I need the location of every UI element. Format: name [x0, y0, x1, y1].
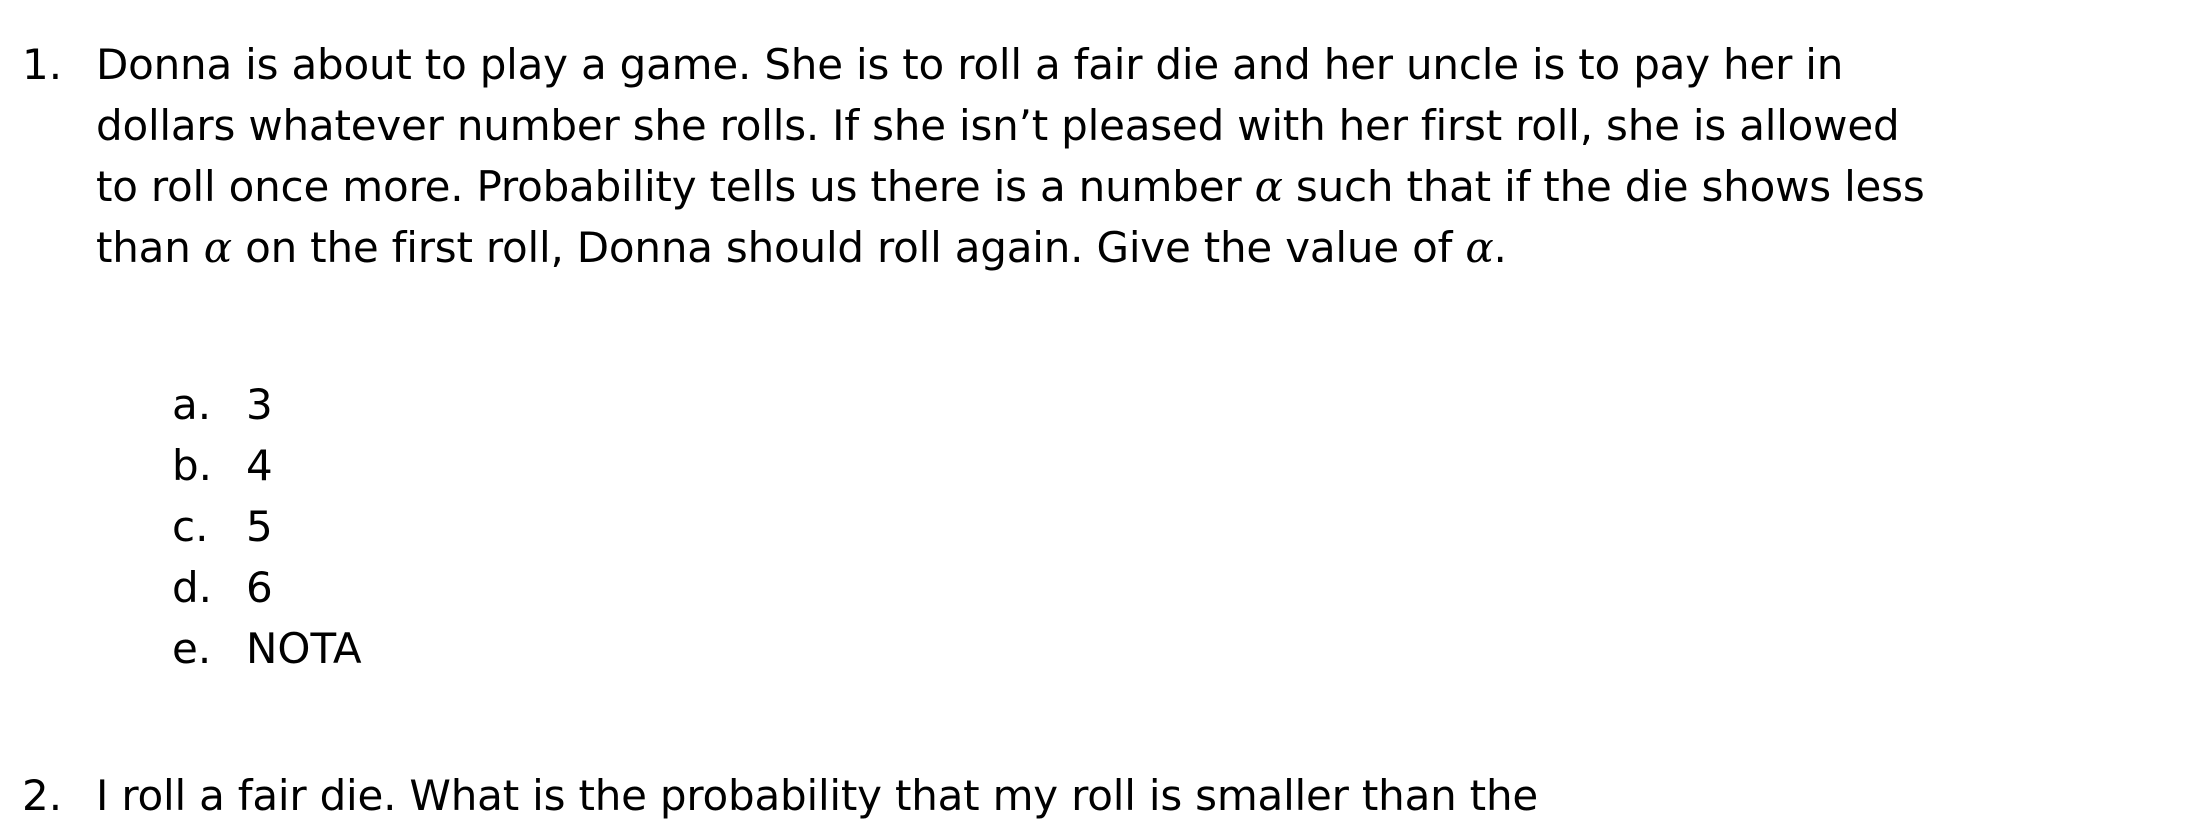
question-text: [96, 34, 1956, 278]
choice-value: NOTA: [246, 624, 362, 673]
text-run: than: [96, 223, 204, 272]
answer-choice-c: [0, 496, 800, 557]
question-line: [96, 34, 1956, 95]
choice-value: 6: [246, 563, 273, 612]
choice-value: 5: [246, 502, 273, 551]
alpha-symbol: α: [1254, 162, 1283, 211]
text-run: such that if the die shows less: [1282, 162, 1925, 211]
text-run: Donna is about to play a game. She is to roll a fair die and her uncle is to pay her in: [96, 40, 1844, 89]
answer-choice-a: [0, 374, 800, 435]
text-run: to roll once more. Probability tells us there is a number: [96, 162, 1255, 211]
question-text: [96, 765, 1956, 826]
choice-letter: a.: [172, 380, 212, 429]
choice-letter: b.: [172, 441, 213, 490]
choice-letter: c.: [172, 502, 209, 551]
question-number: 1.: [22, 40, 63, 89]
answer-choice-d: [0, 557, 800, 618]
answer-choice-e: [0, 618, 800, 679]
alpha-symbol: α: [203, 223, 232, 272]
text-run: I roll a fair die. What is the probability that my roll is smaller than the: [96, 771, 1538, 820]
choice-letter: d.: [172, 563, 213, 612]
text-run: on the first roll, Donna should roll again. Give the value of: [231, 223, 1466, 272]
text-run: .: [1493, 223, 1507, 272]
question-line: [96, 95, 1956, 156]
choice-value: 3: [246, 380, 273, 429]
question-number: 2.: [22, 771, 63, 820]
question-line: [96, 217, 1956, 278]
text-run: dollars whatever number she rolls. If she isn’t pleased with her first roll, she is allowed: [96, 101, 1900, 150]
choice-value: 4: [246, 441, 273, 490]
question-line: [96, 156, 1956, 217]
question-line: [96, 765, 1956, 826]
alpha-symbol: α: [1465, 223, 1494, 272]
choice-letter: e.: [172, 624, 212, 673]
answer-choice-b: [0, 435, 800, 496]
